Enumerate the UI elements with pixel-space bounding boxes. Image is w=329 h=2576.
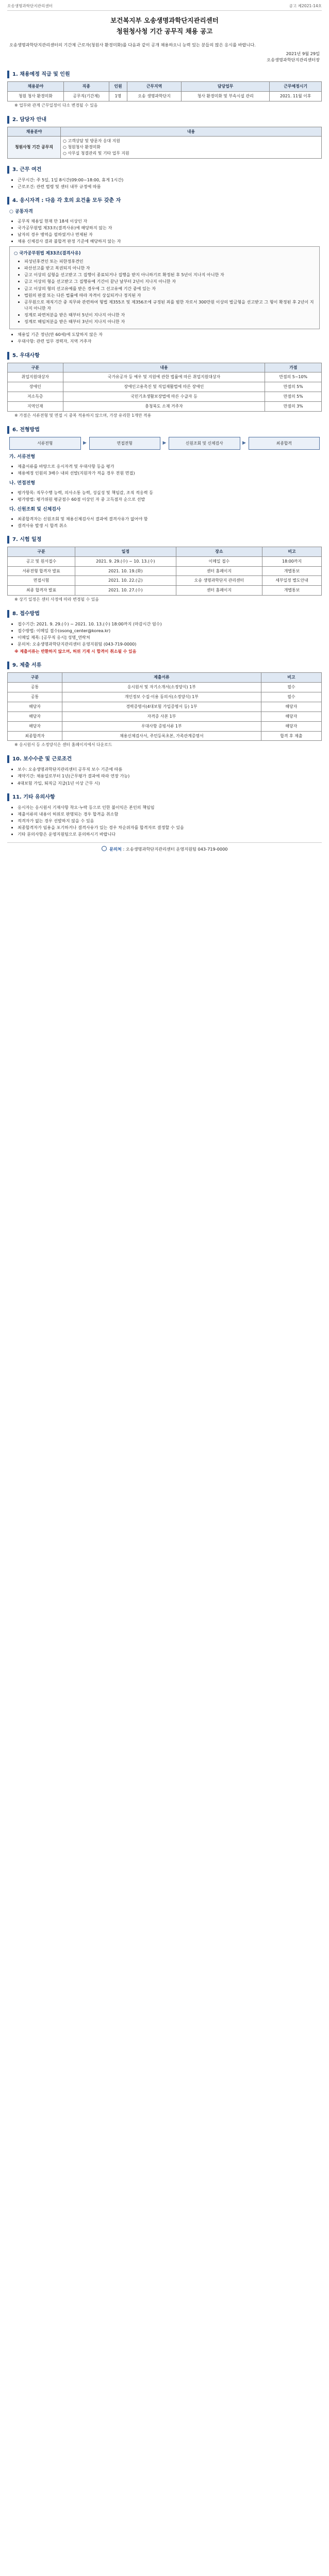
table-cell: 만점의 3%: [265, 402, 322, 412]
flow-step: 신원조회 및 신체검사: [169, 437, 240, 450]
table-cell: 공고 및 원서접수: [8, 556, 75, 566]
table-header-cell: 근무지역: [127, 81, 182, 91]
table-header-cell: 제출서류: [62, 673, 261, 683]
list-item: • 공무원으로 재직기간 중 직무와 관련하여 형법 제355조 및 제356조에 규정된 죄를 범한 자로서 300만원 이상의 벌금형을 선고받고 그 형이 확정된 후 2년이 지나지 아니한 자: [24, 299, 315, 311]
page-subtitle: 청원청사청 기간 공무직 채용 공고: [116, 27, 213, 36]
list-item: • 최종합격자가 임용을 포기하거나 결격사유가 있는 경우 차순위자를 합격자로 결정할 수 있음: [18, 824, 322, 831]
table-cell: 필수: [261, 692, 321, 702]
table-header-cell: 비고: [261, 673, 321, 683]
table-cell: 18:00까지: [262, 556, 322, 566]
list-item: • 근로조건: 관련 법령 및 센터 내부 규정에 따름: [18, 183, 322, 190]
table-cell: 지역인재: [8, 402, 63, 412]
table-cell: 해당자: [261, 702, 321, 711]
arrow-right-icon: ▶: [83, 440, 87, 446]
table-cell: 2021. 11월 이후: [270, 91, 322, 101]
table-cell: 공통: [8, 683, 62, 692]
table-cell: 청원 청사 환경미화: [8, 91, 64, 101]
list-item: • 채용일 기준 정년(만 60세)에 도달하지 않은 자: [18, 331, 322, 337]
table-header-cell: 장소: [176, 547, 262, 556]
list-item: • 피성년후견인 또는 피한정후견인: [24, 258, 315, 264]
table-cell: 우대사항 증빙서류 1부: [62, 721, 261, 731]
duties-header-content: 내용: [61, 127, 322, 137]
title-block: [7, 16, 322, 37]
table-row: [8, 382, 322, 392]
table-row: [8, 692, 322, 702]
table-cell: 2021. 10. 19.(화): [75, 566, 176, 576]
flow-step: 면접전형: [89, 437, 161, 450]
table-cell: 세부일정 별도안내: [262, 576, 322, 586]
positions-table: [7, 81, 322, 101]
table-header-cell: 구분: [8, 547, 75, 556]
table-cell: 최종합격자: [8, 731, 62, 741]
schedule-note: ※ 상기 일정은 센터 사정에 따라 변경될 수 있음: [14, 597, 99, 602]
flow-step: 서류전형: [9, 437, 81, 450]
table-row: [8, 402, 322, 412]
table-header-cell: 근무예정시기: [270, 81, 322, 91]
table-header-cell: 비고: [262, 547, 322, 556]
documents-table: [7, 672, 322, 741]
list-item: • 기타 문의사항은 운영지원팀으로 문의하시기 바랍니다: [18, 831, 322, 837]
table-cell: 해당자: [8, 711, 62, 721]
disqualification-list: [24, 258, 315, 325]
table-cell: 만점의 5%: [265, 392, 322, 402]
preferences-table: [7, 363, 322, 412]
section-title: 5. 우대사항: [7, 352, 322, 360]
list-item: • 파산선고를 받고 복권되지 아니한 자: [24, 265, 315, 271]
table-header-cell: 가점: [265, 363, 322, 372]
table-cell: 충청북도 소재 거주자: [63, 402, 265, 412]
table-cell: 공통: [8, 692, 62, 702]
table-header-cell: 구분: [8, 363, 63, 372]
section-title: 10. 보수수준 및 근로조건: [7, 755, 322, 763]
intro-text: 오송생명과학단지관리센터의 기간제 근로자(청원사 환경미화)를 다음과 같이 공개 채용하오니 능력 있는 분들의 많은 응시를 바랍니다.: [9, 42, 256, 47]
table-cell: 자격증 사본 1부: [62, 711, 261, 721]
table-row: [8, 586, 322, 596]
table-row: [8, 721, 322, 731]
table-cell: 2021. 9. 29.(수) ~ 10. 13.(수): [75, 556, 176, 566]
stage-title: 가. 서류전형: [9, 454, 36, 460]
table-cell: 해당자: [8, 721, 62, 731]
duties-content: ○ 고객상담 및 방문자 응대 지원 ○ 청원청사 환경미화 ○ 사무실 청결관리 및 기타 업무 지원: [61, 137, 322, 159]
signoff: [9, 51, 320, 63]
stage-list: [18, 489, 322, 502]
table-row: [8, 683, 322, 692]
signoff-org: 오송생명과학단지관리센터장: [267, 57, 320, 63]
footer-label: 문의처: [109, 846, 122, 852]
table-cell: 합격 후 제출: [261, 731, 321, 741]
section-title: 2. 담당자 안내: [7, 116, 322, 124]
table-cell: 개인정보 수집·이용 동의서(소정양식) 1부: [62, 692, 261, 702]
footer-value: 오송생명과학단지관리센터 운영지원팀 043-719-0000: [125, 846, 228, 852]
section-title: 9. 제출 서류: [7, 662, 322, 669]
selection-flow: [9, 437, 320, 450]
disqualification-box: [9, 246, 320, 329]
table-cell: 장애인고용촉진 및 직업재활법에 따른 장애인: [63, 382, 265, 392]
stage-list: [18, 516, 322, 529]
table-cell: 해당자: [8, 702, 62, 711]
preferences-note: ※ 가점은 서류전형 및 면접 시 중복 적용하지 않으며, 가장 유리한 1개만 적용: [14, 413, 152, 418]
section-positions: [7, 71, 322, 109]
list-item: • 평가방법: 평가위원 평균점수 60점 이상인 자 중 고득점자 순으로 선발: [18, 496, 322, 502]
table-cell: 오송 생명과학단지: [127, 91, 182, 101]
list-item: • 국가공무원법 제33조(결격사유)에 해당하지 않는 자: [18, 225, 322, 231]
list-item: • 문의처: 오송생명과학단지관리센터 운영지원팀 (043-719-0000): [18, 641, 322, 647]
footer-contact: 문의처 : 오송생명과학단지관리센터 운영지원팀 043-719-0000: [7, 842, 322, 852]
table-header-cell: 담당업무: [182, 81, 270, 91]
arrow-right-icon: ▶: [162, 440, 167, 446]
section-title: 3. 근무 여건: [7, 166, 322, 174]
list-item: • 채용 신체검사 결과 불합격 판정 기준에 해당하지 않는 자: [18, 238, 322, 244]
list-item: • 적격자가 없는 경우 선발하지 않을 수 있음: [18, 818, 322, 824]
table-cell: 국민기초생활보장법에 따른 수급자 등: [63, 392, 265, 402]
table-cell: 만점의 5%: [265, 382, 322, 392]
table-cell: 채용신체검사서, 주민등록초본, 가족관계증명서: [62, 731, 261, 741]
section-title: 7. 시험 일정: [7, 536, 322, 544]
extra-requirements-list: [18, 331, 322, 344]
notice-number: 공고 제2021-14호: [289, 4, 322, 8]
list-item: • 법원의 판결 또는 다른 법률에 따라 자격이 상실되거나 정지된 자: [24, 292, 315, 298]
list-item: • 4대보험 가입, 퇴직금 지급(1년 이상 근무 시): [18, 780, 322, 786]
table-cell: 2021. 10. 27.(수): [75, 586, 176, 596]
table-row: [8, 576, 322, 586]
table-row: [8, 566, 322, 576]
stage-title: 다. 신원조회 및 신체검사: [9, 507, 61, 513]
table-cell: 청사 환경미화 및 부속시설 관리: [182, 91, 270, 101]
application-warning: ※ 제출서류는 반환하지 않으며, 허위 기재 시 합격이 취소될 수 있음: [14, 649, 137, 654]
table-cell: 이메일 접수: [176, 556, 262, 566]
table-header-cell: 채용분야: [8, 81, 64, 91]
table-cell: 개별통보: [262, 566, 322, 576]
top-header-line: [7, 3, 322, 11]
list-item: • 징계로 해임처분을 받은 때부터 3년이 지나지 아니한 자: [24, 318, 315, 325]
positions-note: ※ 업무와 관계 근무일정이 다소 변경될 수 있음: [14, 103, 98, 108]
list-item: • 금고 이상의 실형을 선고받고 그 집행이 종료되거나 집행을 받지 아니하기로 확정된 후 5년이 지나지 아니한 자: [24, 272, 315, 278]
flow-step: 최종합격: [249, 437, 320, 450]
list-item: • 징계로 파면처분을 받은 때부터 5년이 지나지 아니한 자: [24, 312, 315, 318]
application-list: [18, 621, 322, 648]
table-cell: 최종 합격자 발표: [8, 586, 75, 596]
stage-title: 나. 면접전형: [9, 481, 36, 486]
table-cell: 국가유공자 등 예우 및 지원에 관한 법률에 따른 취업지원대상자: [63, 372, 265, 382]
list-item: • 제출서류의 내용이 허위로 판명되는 경우 합격을 취소함: [18, 811, 322, 817]
table-cell: 1명: [109, 91, 127, 101]
section-title: 11. 기타 유의사항: [7, 793, 322, 801]
list-item: • 우대사항: 관련 업무 경력자, 지역 거주자: [18, 338, 322, 344]
table-cell: 장애인: [8, 382, 63, 392]
list-item: • 최종합격자는 신원조회 및 채용신체검사서 결과에 결격사유가 없어야 함: [18, 516, 322, 522]
schedule-table: [7, 547, 322, 596]
table-header-cell: 인원: [109, 81, 127, 91]
duties-table: [7, 127, 322, 159]
list-item: • 남자의 경우 병역을 필하였거나 면제된 자: [18, 231, 322, 238]
page-title: 보건복지부 오송생명과학단지관리센터: [110, 16, 219, 25]
stage-list: [18, 463, 322, 476]
table-cell: 공무직(기간제): [63, 91, 109, 101]
table-row: [8, 91, 322, 101]
list-item: • 채용예정 인원의 3배수 내외 선발(지원자가 적을 경우 전원 면접): [18, 470, 322, 476]
table-cell: 서류전형 합격자 발표: [8, 566, 75, 576]
conditions-list: [18, 177, 322, 190]
list-item: • 제출서류를 바탕으로 응시자격 및 우대사항 등을 평가: [18, 463, 322, 469]
arrow-right-icon: ▶: [242, 440, 246, 446]
table-cell: 2021. 10. 22.(금): [75, 576, 176, 586]
table-cell: 센터 홈페이지: [176, 566, 262, 576]
table-row: [8, 711, 322, 721]
section-eligibility: [7, 197, 322, 344]
list-item: • 접수방법: 이메일 접수(osong_center@korea.kr): [18, 628, 322, 634]
table-header-cell: 일정: [75, 547, 176, 556]
disqualification-title: ○ 국가공무원법 제33조(결격사유): [14, 250, 81, 256]
section-notes: [7, 793, 322, 838]
section-conditions: [7, 166, 322, 190]
section-title: 8. 접수방법: [7, 610, 322, 618]
list-item: • 금고 이상의 형을 선고받고 그 집행유예 기간이 끝난 날부터 2년이 지나지 아니한 자: [24, 278, 315, 284]
table-cell: 취업지원대상자: [8, 372, 63, 382]
common-requirements-title: ○ 공통자격: [9, 209, 33, 215]
table-cell: 저소득층: [8, 392, 63, 402]
table-cell: 해당자: [261, 711, 321, 721]
list-item: • 보수: 오송생명과학단지관리센터 공무직 보수 기준에 따름: [18, 766, 322, 772]
list-item: • 공무직 채용일 현재 만 18세 이상인 자: [18, 218, 322, 224]
table-row: [8, 731, 322, 741]
list-item: • 이메일 제목: [공무직 응시] 성명_연락처: [18, 634, 322, 640]
table-row: [8, 702, 322, 711]
table-cell: 해당자: [261, 721, 321, 731]
announcement-page: [0, 0, 329, 865]
duties-header-field: 채용분야: [8, 127, 61, 137]
list-item: • 평가항목: 직무수행 능력, 의사소통 능력, 성실성 및 책임감, 조직 적응력 등: [18, 489, 322, 496]
table-cell: 센터 홈페이지: [176, 586, 262, 596]
phone-icon: [102, 846, 107, 851]
table-cell: 개별통보: [262, 586, 322, 596]
notes-list: [18, 804, 322, 838]
list-item: • 응시자는 응시원서 기재사항 착오·누락 등으로 인한 불이익은 본인의 책임임: [18, 804, 322, 810]
section-title: 1. 채용예정 직급 및 인원: [7, 71, 322, 78]
section-pay: [7, 755, 322, 786]
table-cell: 면접시험: [8, 576, 75, 586]
table-row: [8, 372, 322, 382]
section-title: 6. 전형방법: [7, 426, 322, 434]
list-item: • 접수기간: 2021. 9. 29.(수) ~ 2021. 10. 13.(수) 18:00까지 (마감시간 엄수): [18, 621, 322, 627]
section-documents: [7, 662, 322, 748]
table-header-cell: 직종: [63, 81, 109, 91]
documents-note: ※ 응시원서 등 소정양식은 센터 홈페이지에서 다운로드: [14, 742, 112, 748]
table-cell: 만점의 5~10%: [265, 372, 322, 382]
section-preferences: [7, 352, 322, 419]
table-row: [8, 392, 322, 402]
table-row: [8, 556, 322, 566]
section-application: [7, 610, 322, 654]
pay-list: [18, 766, 322, 786]
table-cell: 응시원서 및 자기소개서(소정양식) 1부: [62, 683, 261, 692]
section-schedule: [7, 536, 322, 603]
duties-field: 청원사청 기간 공무직: [8, 137, 61, 159]
table-cell: 필수: [261, 683, 321, 692]
table-cell: 경력증명서(4대보험 가입증명서 등) 1부: [62, 702, 261, 711]
table-header-cell: 구분: [8, 673, 62, 683]
section-title: 4. 응시자격 : 다음 각 호의 요건을 모두 갖춘 자: [7, 197, 322, 205]
list-item: • 근무시간: 주 5일, 1일 8시간(09:00~18:00, 휴게 1시간): [18, 177, 322, 183]
list-item: • 계약기간: 채용일로부터 1년(근무평가 결과에 따라 연장 가능): [18, 773, 322, 779]
table-header-cell: 내용: [63, 363, 265, 372]
requirements-list: [18, 218, 322, 245]
org-label: 오송생명과학단지관리센터: [7, 4, 53, 8]
list-item: • 결격사유 발생 시 합격 취소: [18, 522, 322, 529]
signoff-date: 2021년 9월 29일: [286, 51, 320, 57]
section-selection: [7, 426, 322, 529]
table-cell: 오송 생명과학단지 관리센터: [176, 576, 262, 586]
section-duties: [7, 116, 322, 159]
list-item: • 금고 이상의 형의 선고유예를 받은 경우에 그 선고유예 기간 중에 있는 자: [24, 285, 315, 292]
